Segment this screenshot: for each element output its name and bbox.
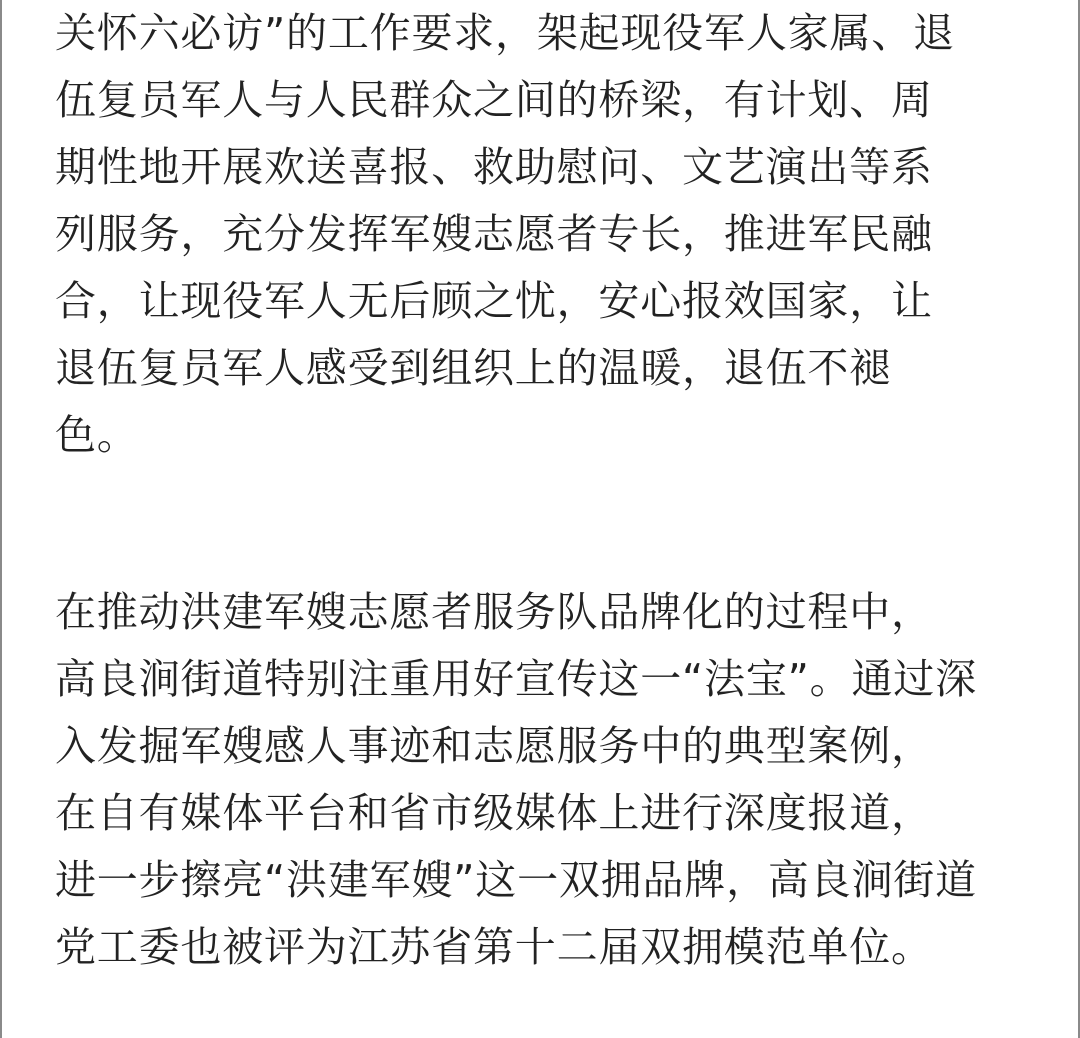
text-line: 入发掘军嫂感人事迹和志愿服务中的典型案例， <box>55 722 933 770</box>
text-line: 在推动洪建军嫂志愿者服务队品牌化的过程中， <box>55 588 933 636</box>
paragraph-2 <box>55 579 977 981</box>
text-line: 退伍复员军人感受到组织上的温暖，退伍不褪 <box>55 344 891 392</box>
text-line: 关怀六必访”的工作要求，架起现役军人家属、退 <box>55 9 955 57</box>
text-line: 合，让现役军人无后顾之忧，安心报效国家，让 <box>55 277 933 325</box>
text-line: 色。 <box>55 411 139 459</box>
text-line: 党工委也被评为江苏省第十二届双拥模范单位。 <box>55 923 933 971</box>
text-line: 进一步擦亮“洪建军嫂”这一双拥品牌，高良涧街道 <box>55 856 977 904</box>
text-line: 高良涧街道特别注重用好宣传这一“法宝”。通过深 <box>55 655 977 703</box>
paragraph-1 <box>55 0 955 469</box>
text-line: 在自有媒体平台和省市级媒体上进行深度报道， <box>55 789 933 837</box>
text-line: 伍复员军人与人民群众之间的桥梁，有计划、周 <box>55 76 933 124</box>
text-line: 列服务，充分发挥军嫂志愿者专长，推进军民融 <box>55 210 933 258</box>
text-line: 期性地开展欢送喜报、救助慰问、文艺演出等系 <box>55 143 933 191</box>
